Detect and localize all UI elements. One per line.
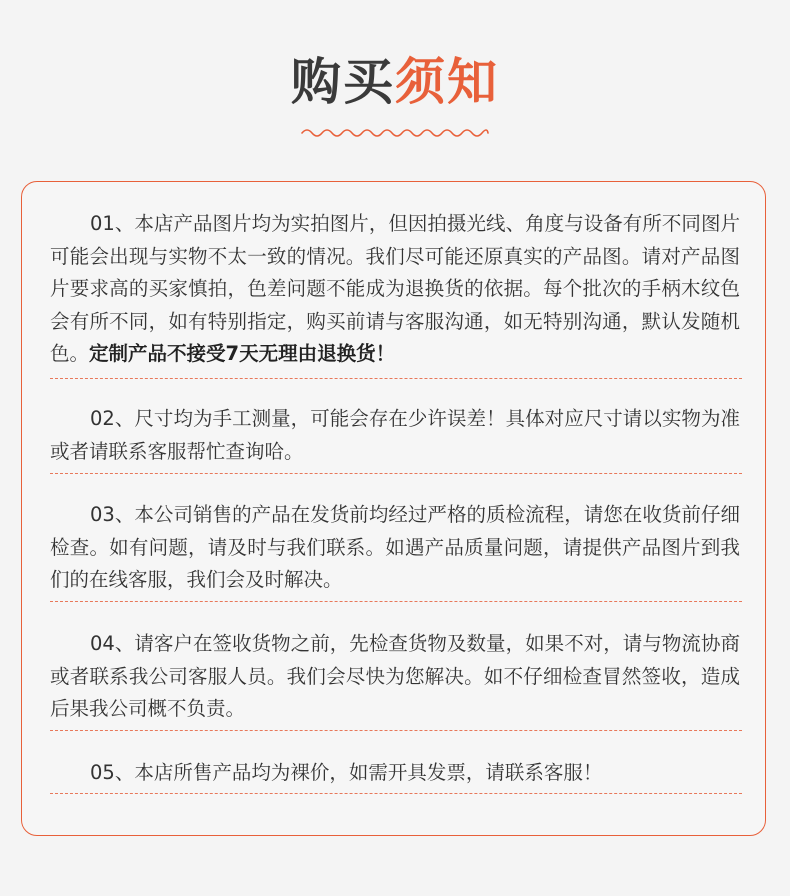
notice-item-04 xyxy=(50,628,740,726)
dashed-divider xyxy=(50,730,742,731)
wave-divider-icon xyxy=(300,124,490,142)
notice-item-01-text: 01、本店产品图片均为实拍图片，但因拍摄光线、角度与设备有所不同图片可能会出现与实物不太一致的情况。我们尽可能还原真实的产品图。请对产品图片要求高的买家慎拍，色差问题不能成为退换货的依据。每个批次的手柄木纹色会有所不同，如有特别指定，购买前请与客服沟通，如无特别沟通，默认发随机色。 xyxy=(50,212,740,365)
title-dark-part: 购买 xyxy=(291,53,395,111)
notice-item-01 xyxy=(50,208,740,371)
notice-item-02 xyxy=(50,403,740,468)
notice-item-03-text: 03、本公司销售的产品在发货前均经过严格的质检流程，请您在收货前仔细检查。如有问题，请及时与我们联系。如遇产品质量问题，请提供产品图片到我们的在线客服，我们会及时解决。 xyxy=(50,503,740,591)
title-accent-part: 须知 xyxy=(395,53,499,111)
notice-item-02-text: 02、尺寸均为手工测量，可能会存在少许误差！具体对应尺寸请以实物为准或者请联系客服帮忙查询哈。 xyxy=(50,407,740,463)
dashed-divider xyxy=(50,793,742,794)
dashed-divider xyxy=(50,473,742,474)
notice-item-04-text: 04、请客户在签收货物之前，先检查货物及数量，如果不对，请与物流协商或者联系我公司客服人员。我们会尽快为您解决。如不仔细检查冒然签收，造成后果我公司概不负责。 xyxy=(50,632,740,720)
page-title xyxy=(0,50,790,114)
notice-item-05 xyxy=(50,757,740,790)
notice-item-03 xyxy=(50,499,740,597)
dashed-divider xyxy=(50,601,742,602)
notice-item-01-emphasis: 定制产品不接受7天无理由退换货！ xyxy=(89,342,396,365)
dashed-divider xyxy=(50,378,742,379)
notice-card xyxy=(21,181,766,836)
notice-item-05-text: 05、本店所售产品均为裸价，如需开具发票，请联系客服！ xyxy=(90,761,603,784)
